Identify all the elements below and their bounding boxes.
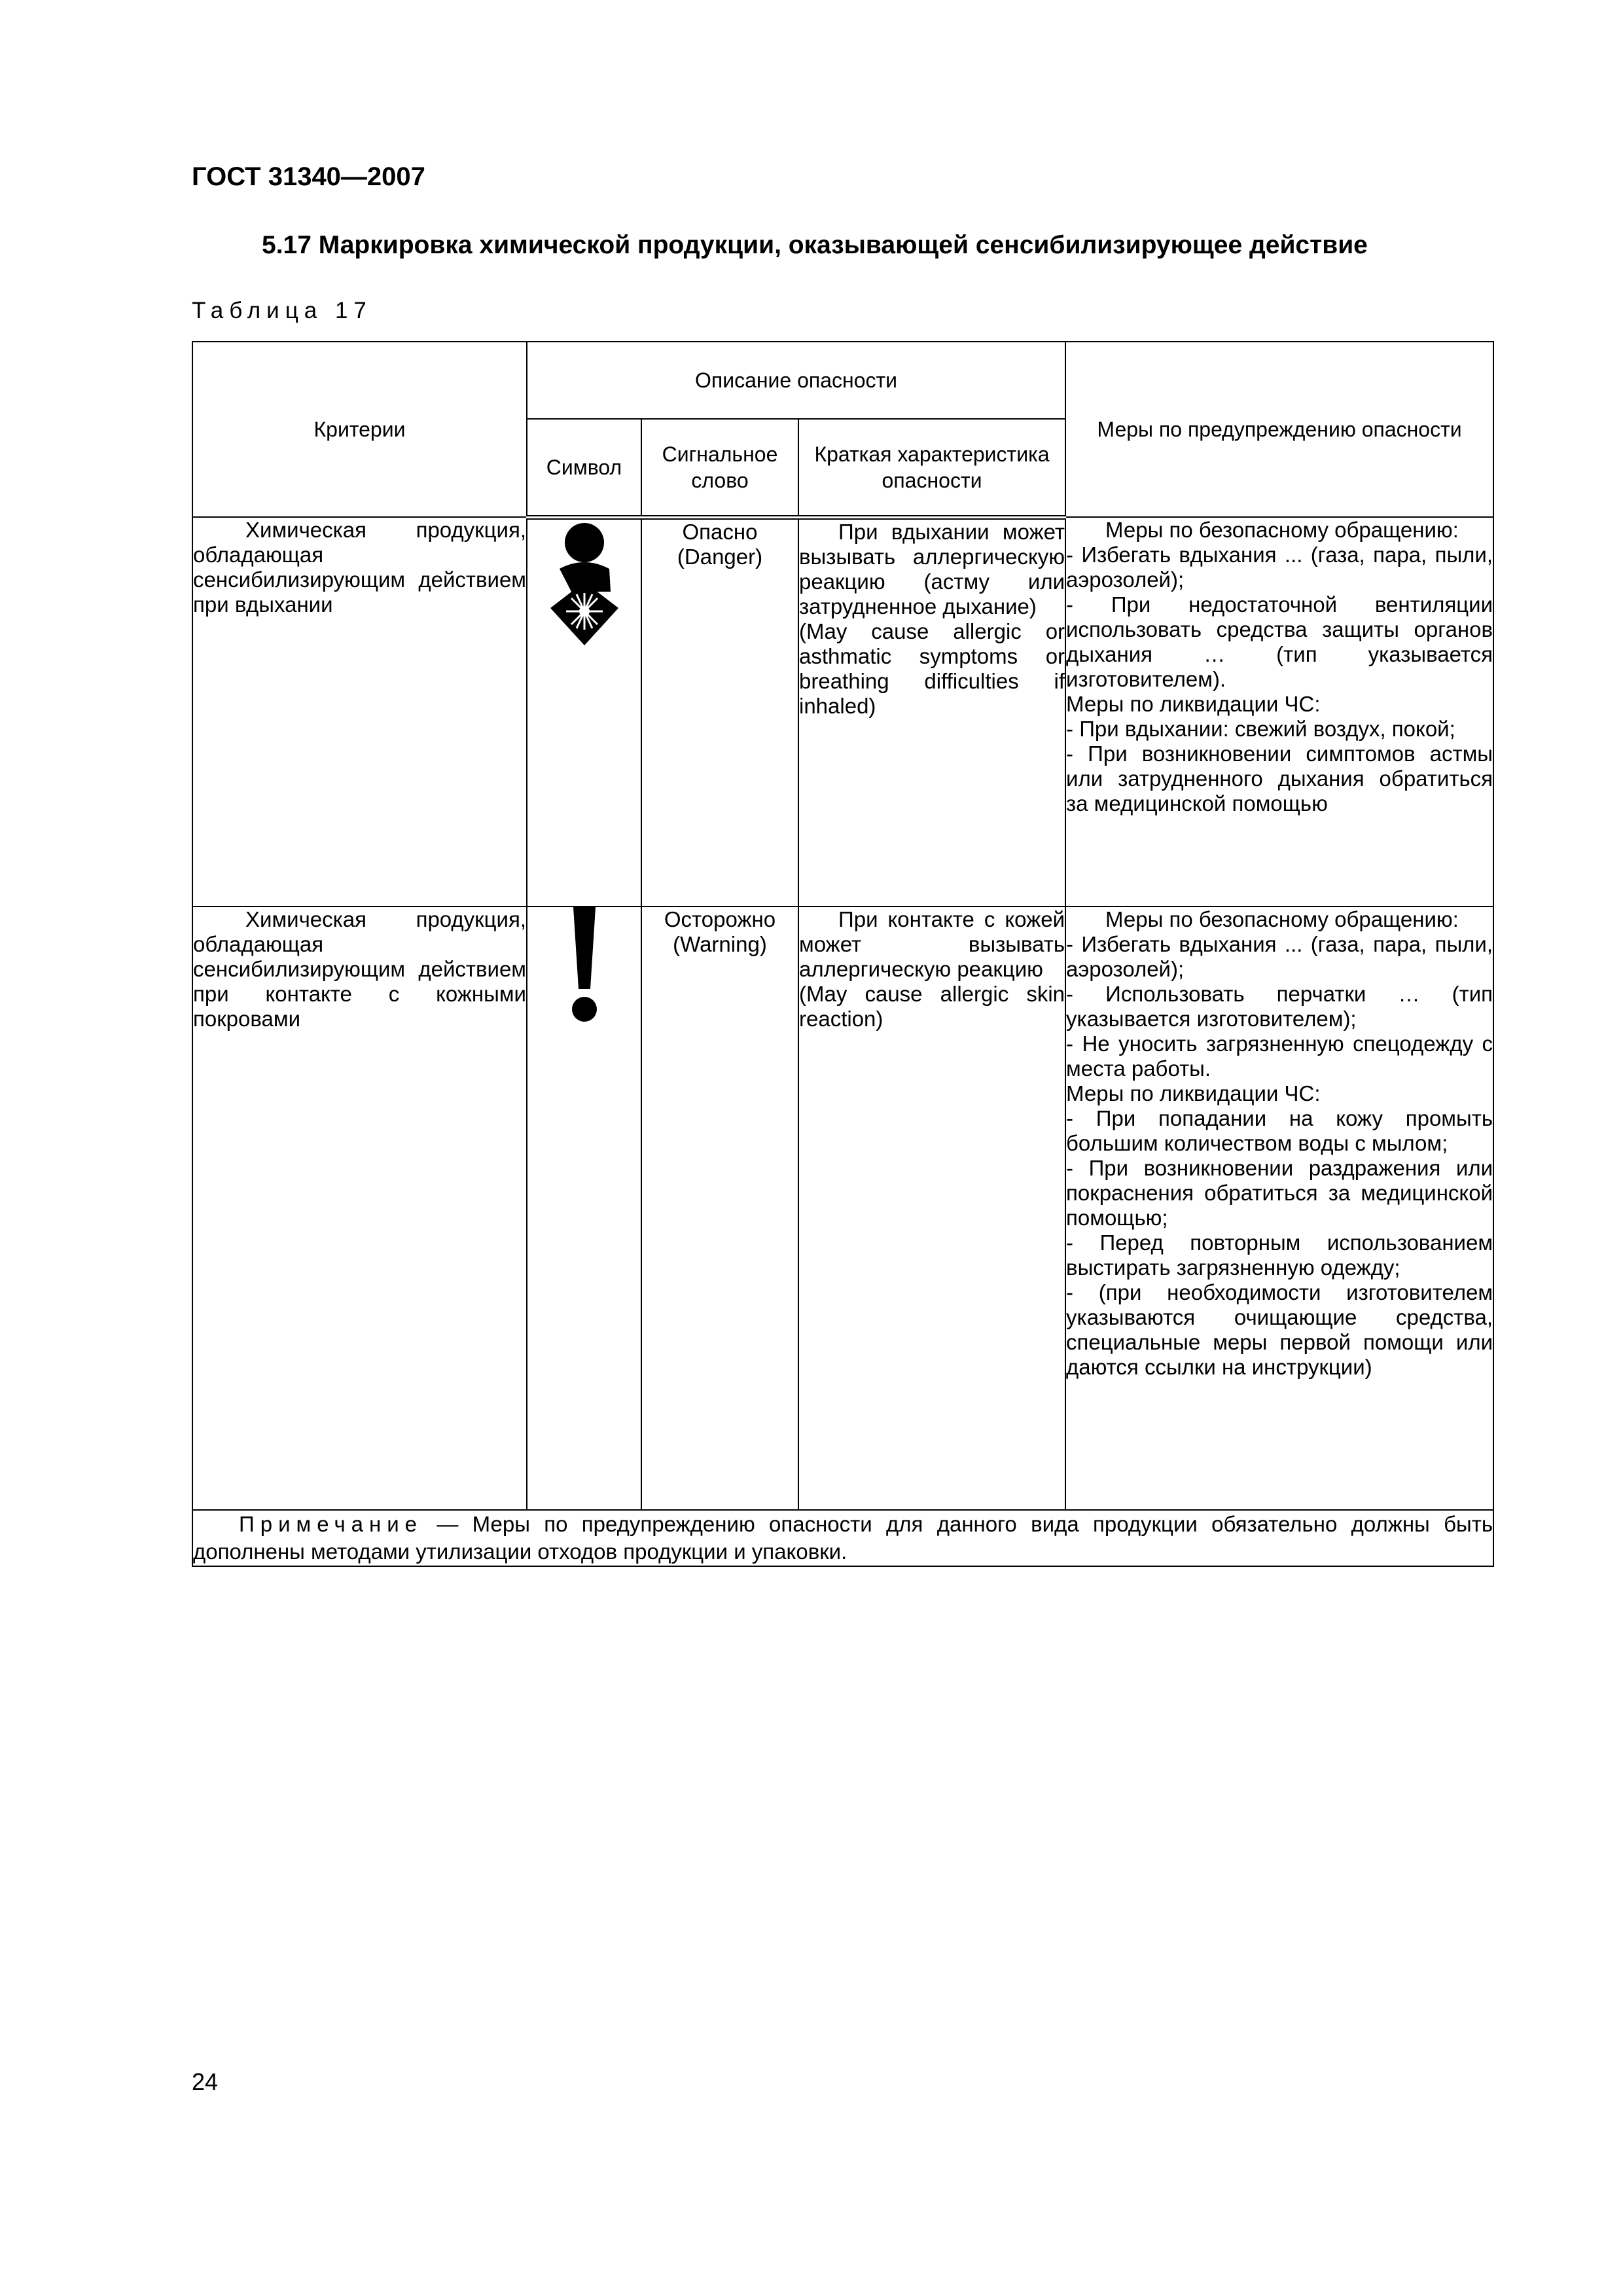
symbol-cell	[527, 906, 641, 1510]
measures-cell: Меры по безопасному обращению: - Избегать вдыхания ... (газа, пара, пыли, аэрозолей); - Использовать перчатки … (тип указывается изготовителем); - Не уносить загрязненную спецодежду с места работы. Меры по ликвидации ЧС: - При попадании на кожу промыть большим количеством воды с мылом; - При возникновении раздражения или покраснения обратиться за медицинской помощью; - Перед повторным использованием выстирать загрязненную одежду; - (при необходимости изготовителем указываются очищающие средства, специальные меры первой помощи или даются ссылки на инструкции)	[1065, 906, 1493, 1510]
table-row	[192, 906, 1493, 1510]
symbol-cell	[527, 517, 641, 906]
exclamation-mark-icon	[568, 907, 601, 1025]
header-signal-word: Сигнальное слово	[641, 419, 798, 517]
document-code: ГОСТ 31340—2007	[192, 162, 425, 191]
note-label: Примечание	[239, 1511, 423, 1536]
note-text: — Меры по предупреждению опасности для данного вида продукции обязательно должны быть дополнены методами утилизации отходов продукции и упаковки.	[193, 1511, 1493, 1564]
health-hazard-icon	[545, 520, 624, 651]
criteria-cell: Химическая продукция, обладающая сенсибилизирующим действием при контакте с кожными покровами	[192, 906, 527, 1510]
characteristic-cell: При вдыхании может вызывать аллергическую реакцию (астму или затрудненное дыхание) (May cause allergic or asthmatic symptoms or breathing difficulties if inhaled)	[798, 517, 1065, 906]
characteristic-cell: При контакте с кожей может вызывать аллергическую реакцию (May cause allergic skin reaction)	[798, 906, 1065, 1510]
header-criteria: Критерии	[192, 342, 527, 517]
header-brief-characteristic: Краткая характеристика опасности	[798, 419, 1065, 517]
header-hazard-description: Описание опасности	[527, 342, 1065, 419]
criteria-cell: Химическая продукция, обладающая сенсибилизирующим действием при вдыхании	[192, 517, 527, 906]
note-row	[192, 1510, 1493, 1566]
page-number: 24	[192, 2068, 219, 2095]
header-symbol: Символ	[527, 419, 641, 517]
table-row	[192, 517, 1493, 906]
table-caption: Таблица 17	[192, 298, 372, 323]
measures-cell: Меры по безопасному обращению: - Избегать вдыхания ... (газа, пара, пыли, аэрозолей); - При недостаточной вентиляции использовать средства защиты органов дыхания … (тип указывается изготовителем). Меры по ликвидации ЧС: - При вдыхании: свежий воздух, покой; - При возникновении симптомов астмы или затрудненного дыхания обратиться за медицинской помощью	[1065, 517, 1493, 906]
note-cell	[192, 1510, 1493, 1566]
section-title: 5.17 Маркировка химической продукции, оказывающей сенсибилизирующее действие	[262, 231, 1368, 259]
signal-word-cell: Осторожно (Warning)	[641, 906, 798, 1510]
signal-word-cell: Опасно (Danger)	[641, 517, 798, 906]
hazard-table	[192, 341, 1494, 1567]
header-prevention-measures: Меры по предупреждению опасности	[1065, 342, 1493, 517]
